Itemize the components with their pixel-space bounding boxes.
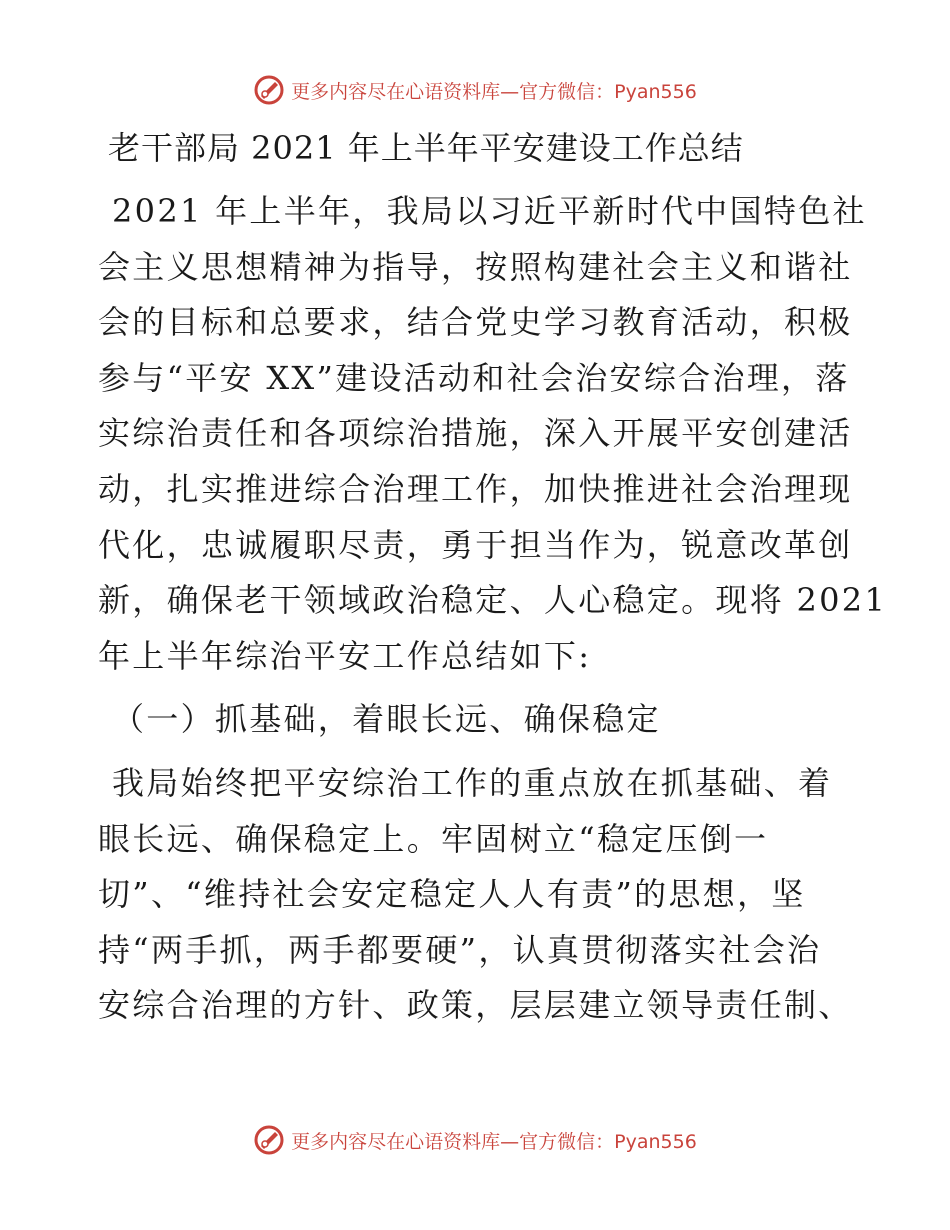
- banner-prefix: 更多内容尽在心语资料库: [291, 80, 501, 103]
- paragraph-line: 持“两手抓，两手都要硬”，认真贯彻落实社会治: [98, 930, 822, 969]
- document-body: [98, 122, 888, 1034]
- library-logo-icon: [253, 74, 285, 106]
- paragraph-line: 会的目标和总要求，结合党史学习教育活动，积极: [98, 303, 853, 342]
- paragraph-line: 会主义思想精神为指导，按照构建社会主义和谐社: [98, 247, 853, 286]
- paragraph-line: 年上半年综治平安工作总结如下:: [98, 636, 592, 675]
- paragraph-line: 动，扎实推进综合治理工作，加快推进社会治理现: [98, 469, 853, 508]
- paragraph-2: [98, 756, 858, 1034]
- banner-text: [291, 1127, 697, 1154]
- spacer: [98, 684, 858, 692]
- banner-separator: —: [500, 1130, 520, 1153]
- paragraph-line: 新，确保老干领域政治稳定、人心稳定。现将 2021: [98, 581, 888, 620]
- banner-inner: [253, 1124, 697, 1156]
- paragraph-line: 参与“平安 XX”建设活动和社会治安综合治理，落: [98, 358, 850, 397]
- banner-prefix: 更多内容尽在心语资料库: [291, 1130, 501, 1153]
- paragraph-line: 代化，忠诚履职尽责，勇于担当作为，锐意改革创: [98, 525, 853, 564]
- banner-contact: 官方微信：Pyan556: [519, 80, 697, 103]
- paragraph-line: 我局始终把平安综治工作的重点放在抓基础、着: [112, 763, 833, 802]
- banner-contact: 官方微信：Pyan556: [519, 1130, 697, 1153]
- header-banner: [0, 70, 950, 110]
- paragraph-line: 实综治责任和各项综治措施，深入开展平安创建活: [98, 414, 853, 453]
- paragraph-1: [98, 184, 888, 684]
- paragraph-line: 切”、“维持社会安定稳定人人有责”的思想，坚: [98, 875, 806, 914]
- banner-separator: —: [500, 80, 520, 103]
- paragraph-line: 安综合治理的方针、政策，层层建立领导责任制、: [98, 986, 853, 1025]
- spacer: [98, 748, 858, 756]
- library-logo-icon: [253, 1124, 285, 1156]
- section-heading: （一）抓基础，着眼长远、确保稳定: [112, 700, 661, 739]
- paragraph-line: 2021 年上半年，我局以习近平新时代中国特色社: [112, 192, 867, 230]
- paragraph-line: 眼长远、确保稳定上。牢固树立“稳定压倒一: [98, 819, 769, 858]
- banner-text: [291, 77, 697, 104]
- banner-inner: [253, 74, 697, 106]
- document-title: 老干部局 2021 年上半年平安建设工作总结: [108, 129, 744, 167]
- footer-banner: [0, 1120, 950, 1160]
